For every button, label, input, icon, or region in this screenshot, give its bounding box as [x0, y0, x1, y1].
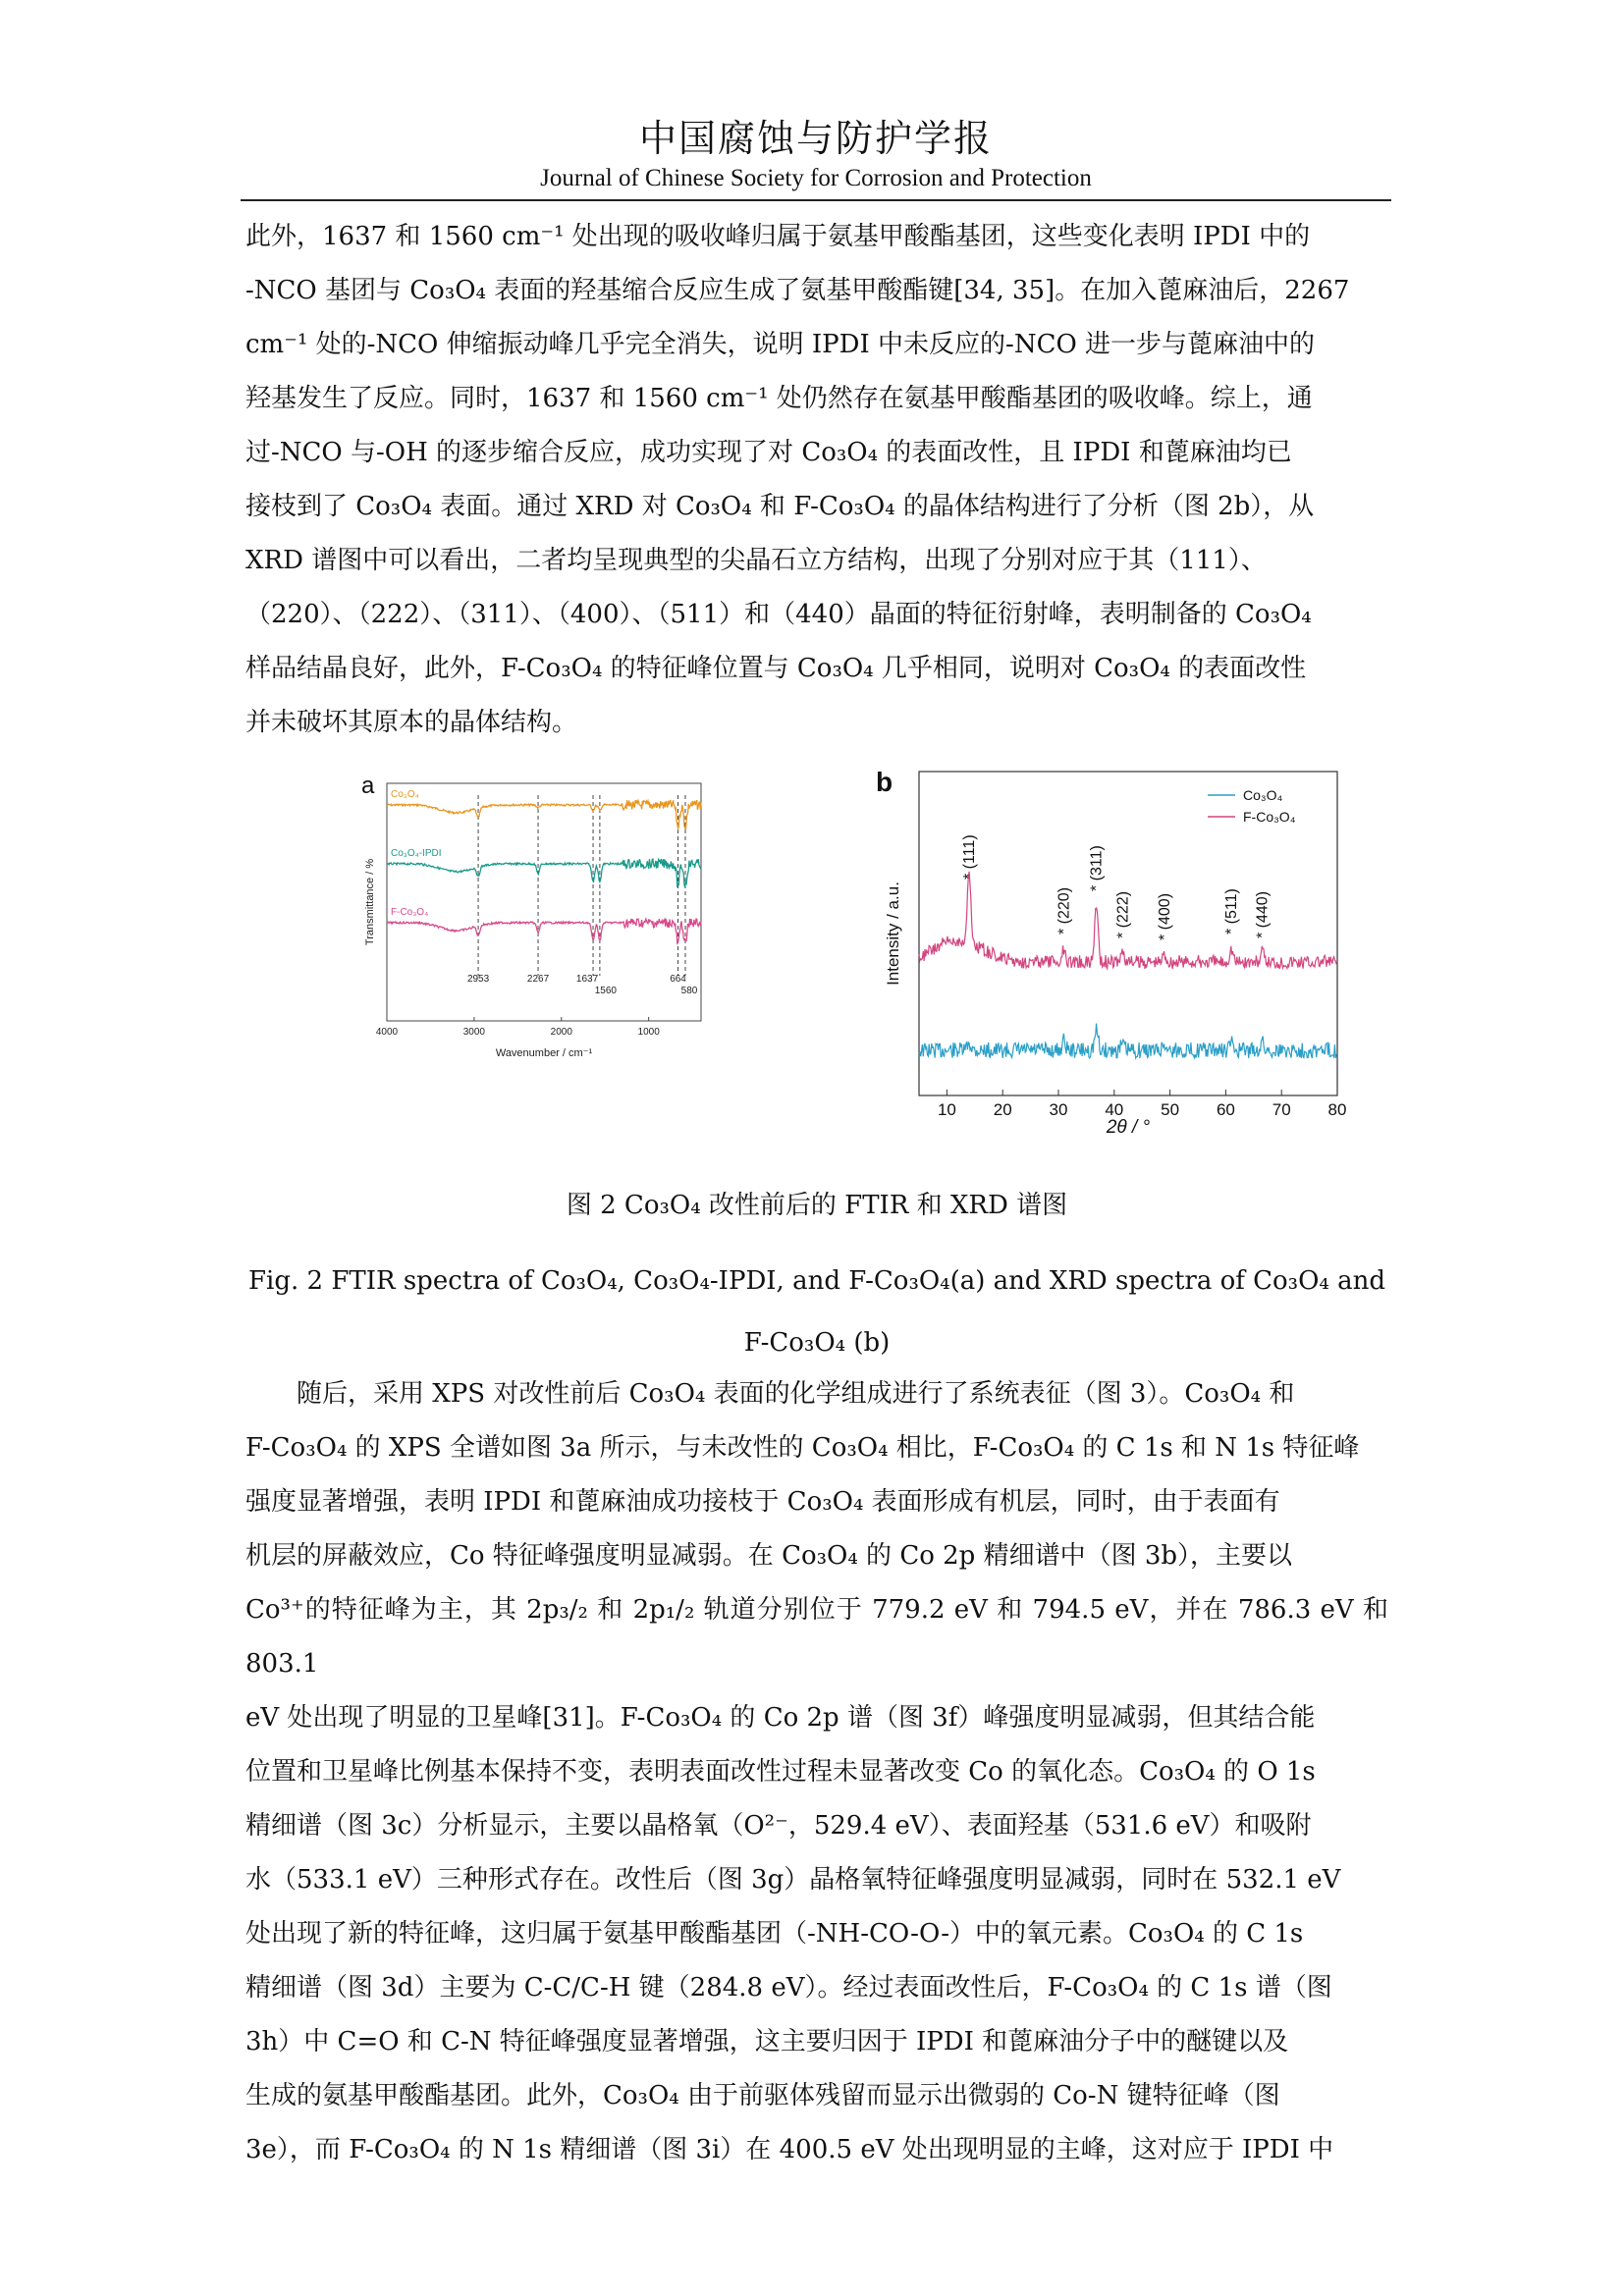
paragraph-2-line: 强度显著增强，表明 IPDI 和蓖麻油成功接枝于 Co₃O₄ 表面形成有机层，同时，由于表面有 [245, 1487, 1280, 1517]
xrd-x-tick-label: 40 [1105, 1100, 1124, 1119]
xrd-legend-label: Co₃O₄ [1243, 787, 1283, 803]
ftir-series-label: F-Co₃O₄ [391, 907, 429, 918]
xrd-x-tick-label: 50 [1161, 1100, 1180, 1119]
xrd-x-tick-label: 10 [937, 1100, 956, 1119]
panel-label-b: b [876, 767, 893, 797]
paragraph-2-line: 3h）中 C=O 和 C-N 特征峰强度显著增强，这主要归因于 IPDI 和蓖麻油分子中的醚键以及 [245, 2027, 1289, 2056]
paragraph-2-line: 位置和卫星峰比例基本保持不变，表明表面改性过程未显著改变 Co 的氧化态。Co₃O₄ 的 O 1s [245, 1757, 1316, 1787]
xrd-x-tick-label: 80 [1327, 1100, 1347, 1119]
xrd-peak-label: * (111) [961, 834, 979, 880]
ftir-peak-label: 1560 [594, 986, 618, 996]
ftir-series-line [387, 800, 701, 829]
ftir-series-label: Co₃O₄ [391, 789, 419, 800]
ftir-plot-frame [387, 783, 701, 1021]
ftir-x-tick-label: 3000 [462, 1027, 486, 1038]
paragraph-1 [245, 210, 1388, 750]
paragraph-2-line: eV 处出现了明显的卫星峰[31]。F-Co₃O₄ 的 Co 2p 谱（图 3f）峰强度明显减弱，但其结合能 [245, 1703, 1316, 1733]
xrd-x-tick-label: 20 [993, 1100, 1012, 1119]
ftir-y-label: Transmittance / % [364, 858, 376, 946]
ftir-series-line [387, 919, 701, 943]
paragraph-1-line: 接枝到了 Co₃O₄ 表面。通过 XRD 对 Co₃O₄ 和 F-Co₃O₄ 的晶体结构进行了分析（图 2b），从 [245, 492, 1315, 521]
paragraph-1-line: 并未破坏其原本的晶体结构。 [245, 708, 578, 737]
ftir-peak-label: 1637 [575, 974, 599, 985]
paragraph-2-line: 生成的氨基甲酸酯基团。此外，Co₃O₄ 由于前驱体残留而显示出微弱的 Co-N 键特征峰（图 [245, 2081, 1280, 2110]
ftir-series-label: Co₃O₄-IPDI [391, 848, 442, 859]
paragraph-2-line: 机层的屏蔽效应，Co 特征峰强度明显减弱。在 Co₃O₄ 的 Co 2p 精细谱中（图 3b），主要以 [245, 1541, 1293, 1571]
xrd-legend-label: F-Co₃O₄ [1243, 809, 1296, 825]
journal-title-cn: 中国腐蚀与防护学报 [638, 117, 993, 160]
xrd-peak-label: * (222) [1114, 890, 1132, 938]
figure-caption-en-line2: F-Co₃O₄ (b) [743, 1328, 891, 1358]
xrd-chart [864, 756, 1355, 1148]
figure-2b-xrd [864, 756, 1355, 1152]
paragraph-1-line: 此外，1637 和 1560 cm⁻¹ 处出现的吸收峰归属于氨基甲酸酯基团，这些变化表明 IPDI 中的 [245, 222, 1311, 251]
paragraph-2-line: 处出现了新的特征峰，这归属于氨基甲酸酯基团（-NH-CO-O-）中的氧元素。Co₃O₄ 的 C 1s [245, 1919, 1304, 1949]
ftir-x-tick-label: 1000 [637, 1027, 660, 1038]
paragraph-1-line: XRD 谱图中可以看出，二者均呈现典型的尖晶石立方结构，出现了分别对应于其（111）、 [245, 546, 1267, 575]
xrd-peak-label: * (511) [1223, 888, 1241, 934]
header-rule [241, 199, 1391, 201]
xrd-peak-label: * (400) [1156, 892, 1173, 940]
journal-header [241, 114, 1391, 194]
ftir-peak-label: 2267 [526, 974, 550, 985]
ftir-series-line [387, 859, 701, 887]
paragraph-1-line: -NCO 基团与 Co₃O₄ 表面的羟基缩合反应生成了氨基甲酸酯键[34, 35]。在加入蓖麻油后，2267 [245, 276, 1350, 305]
xrd-series-line [919, 1024, 1336, 1058]
xrd-x-tick-label: 60 [1216, 1100, 1235, 1119]
panel-label-a: a [361, 773, 375, 799]
figure-2a-ftir [353, 766, 707, 1064]
ftir-x-tick-label: 4000 [375, 1027, 399, 1038]
paragraph-2-line: F-Co₃O₄ 的 XPS 全谱如图 3a 所示，与未改性的 Co₃O₄ 相比，F-Co₃O₄ 的 C 1s 和 N 1s 特征峰 [245, 1433, 1360, 1463]
figure-caption-cn: 图 2 Co₃O₄ 改性前后的 FTIR 和 XRD 谱图 [566, 1191, 1068, 1220]
paragraph-2-line: 精细谱（图 3d）主要为 C-C/C-H 键（284.8 eV）。经过表面改性后，F-Co₃O₄ 的 C 1s 谱（图 [245, 1973, 1332, 2002]
paragraph-2-line: 随后，采用 XPS 对改性前后 Co₃O₄ 表面的化学组成进行了系统表征（图 3）。Co₃O₄ 和 [297, 1379, 1295, 1409]
paragraph-2 [245, 1367, 1388, 2177]
paragraph-1-line: cm⁻¹ 处的-NCO 伸缩振动峰几乎完全消失，说明 IPDI 中未反应的-NCO 进一步与蓖麻油中的 [245, 330, 1316, 359]
ftir-chart [353, 766, 707, 1060]
paragraph-2-line: 精细谱（图 3c）分析显示，主要以晶格氧（O²⁻，529.4 eV）、表面羟基（531.6 eV）和吸附 [245, 1811, 1312, 1841]
ftir-x-tick-label: 2000 [550, 1027, 572, 1038]
xrd-peak-label: * (440) [1254, 890, 1272, 938]
journal-title-en: Journal of Chinese Society for Corrosion and Protection [540, 165, 1092, 191]
ftir-x-label: Wavenumber / cm⁻¹ [495, 1047, 593, 1059]
xrd-peak-label: * (311) [1088, 845, 1106, 891]
ftir-peak-label: 664 [670, 974, 686, 985]
ftir-peak-label: 580 [680, 986, 698, 996]
paragraph-1-line: 羟基发生了反应。同时，1637 和 1560 cm⁻¹ 处仍然存在氨基甲酸酯基团的吸收峰。综上，通 [245, 384, 1313, 413]
xrd-peak-label: * (220) [1056, 886, 1073, 934]
paragraph-1-line: （220）、（222）、（311）、（400）、（511）和（440）晶面的特征衍射峰，表明制备的 Co₃O₄ [245, 600, 1312, 629]
xrd-x-label: 2θ / ° [1106, 1117, 1151, 1138]
paragraph-2-line: 水（533.1 eV）三种形式存在。改性后（图 3g）晶格氧特征峰强度明显减弱，同时在 532.1 eV [245, 1865, 1341, 1895]
xrd-x-tick-label: 70 [1272, 1100, 1291, 1119]
paragraph-2-line: Co³⁺的特征峰为主，其 2p₃/₂ 和 2p₁/₂ 轨道分别位于 779.2 eV 和 794.5 eV，并在 786.3 eV 和 803.1 [245, 1595, 1388, 1679]
xrd-y-label: Intensity / a.u. [884, 881, 902, 986]
paragraph-1-line: 过-NCO 与-OH 的逐步缩合反应，成功实现了对 Co₃O₄ 的表面改性，且 IPDI 和蓖麻油均已 [245, 438, 1292, 467]
ftir-peak-label: 2953 [466, 974, 490, 985]
paragraph-1-line: 样品结晶良好，此外，F-Co₃O₄ 的特征峰位置与 Co₃O₄ 几乎相同，说明对 Co₃O₄ 的表面改性 [245, 654, 1307, 683]
paragraph-2-line: 3e），而 F-Co₃O₄ 的 N 1s 精细谱（图 3i）在 400.5 eV 处出现明显的主峰，这对应于 IPDI 中 [245, 2135, 1334, 2164]
xrd-x-tick-label: 30 [1049, 1100, 1068, 1119]
figure-caption-en-line1: Fig. 2 FTIR spectra of Co₃O₄, Co₃O₄-IPDI, and F-Co₃O₄(a) and XRD spectra of Co₃O₄ and [248, 1266, 1385, 1296]
